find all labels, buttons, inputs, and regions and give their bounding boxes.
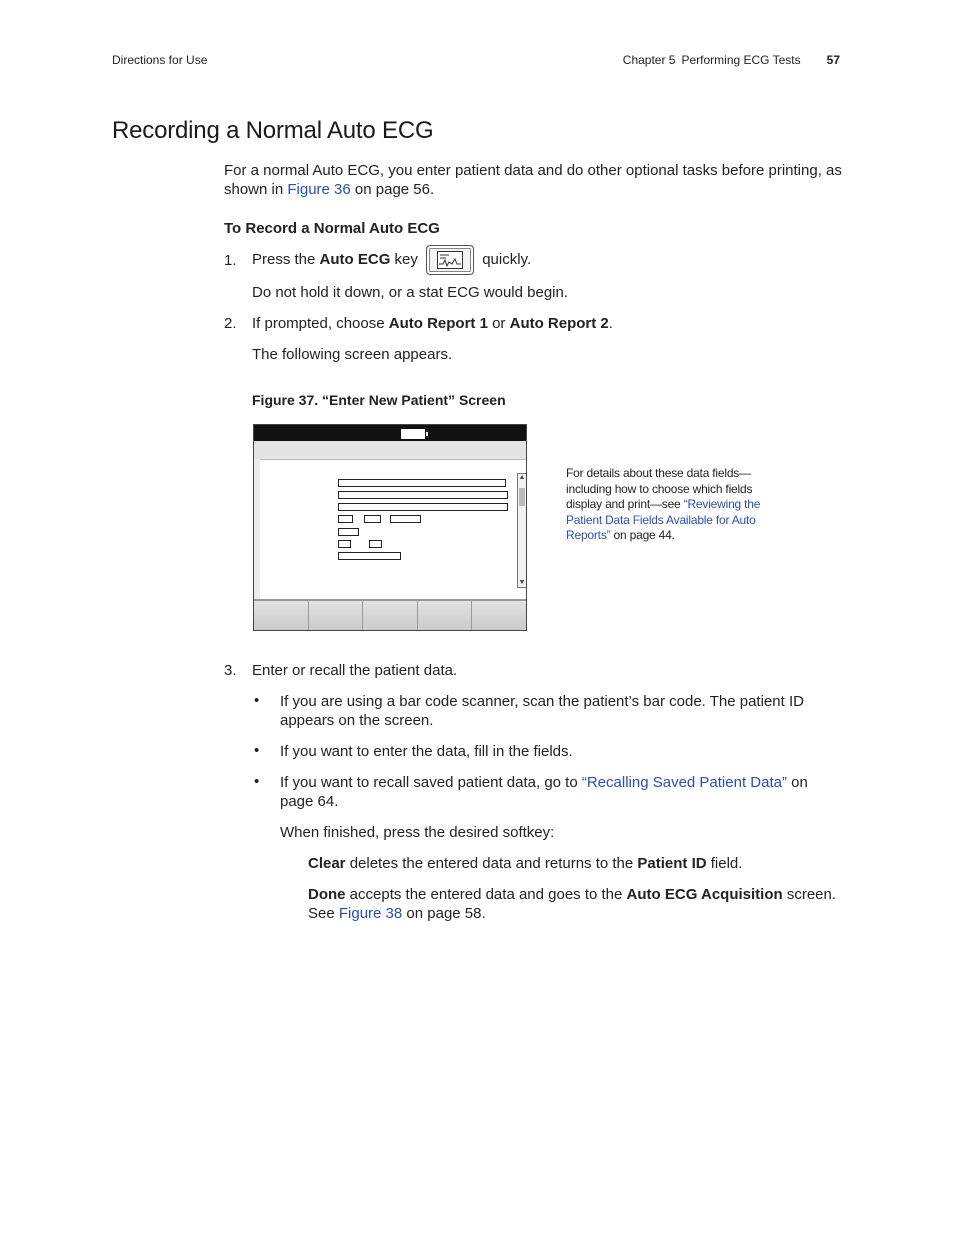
- running-header-left: Directions for Use: [112, 53, 208, 67]
- clear-description: [308, 854, 838, 873]
- done-description: [308, 885, 838, 923]
- patient-field-2[interactable]: [338, 491, 508, 499]
- softkey-5[interactable]: [472, 601, 526, 631]
- step-3: Enter or recall the patient data.: [252, 662, 458, 679]
- patient-field-3[interactable]: [338, 503, 508, 511]
- softkey-bar: [254, 599, 526, 631]
- procedure-title: To Record a Normal Auto ECG: [224, 220, 440, 237]
- patient-field-9[interactable]: [369, 540, 382, 548]
- header-chapter-title: Performing ECG Tests: [681, 53, 801, 67]
- step-2-period: .: [608, 315, 613, 332]
- patient-field-10[interactable]: [338, 552, 401, 560]
- auto-ecg-acquisition-label: Auto ECG Acquisition: [626, 886, 783, 903]
- step-2-text: If prompted, choose: [252, 315, 389, 332]
- scroll-down-icon[interactable]: ▼: [518, 579, 526, 586]
- auto-ecg-key-icon: [426, 245, 474, 275]
- step-1-number: 1.: [224, 252, 237, 269]
- auto-report-2-label: Auto Report 2: [509, 315, 609, 332]
- page-number: 57: [826, 53, 840, 67]
- step-2-note: The following screen appears.: [252, 346, 453, 363]
- auto-report-1-label: Auto Report 1: [388, 315, 488, 332]
- bullet-dot: •: [254, 692, 260, 709]
- side-note-text: For details about these data fields—including how to choose which fields display and print—see: [566, 466, 753, 511]
- figure-38-link[interactable]: Figure 38: [338, 905, 403, 922]
- bullet-recall-data: [280, 773, 840, 811]
- step-1-text: Press the: [252, 251, 320, 268]
- softkey-2[interactable]: [309, 601, 364, 631]
- intro-paragraph: [224, 161, 844, 199]
- screen-title-band: [254, 441, 526, 460]
- softkey-4[interactable]: [418, 601, 473, 631]
- done-label: Done: [308, 886, 346, 903]
- side-note-page: on page 44.: [610, 528, 675, 542]
- recalling-saved-patient-data-link[interactable]: “Recalling Saved Patient Data”: [581, 774, 787, 791]
- done-text: accepts the entered data and goes to the: [345, 886, 627, 903]
- done-text-see: screen. See: [308, 886, 837, 922]
- step-1-note: Do not hold it down, or a stat ECG would begin.: [252, 284, 569, 301]
- running-header-right: [623, 53, 840, 67]
- side-note: [566, 466, 776, 544]
- screen-status-bar: [254, 425, 526, 441]
- bullet-enter-data: If you want to enter the data, fill in the fields.: [280, 743, 573, 760]
- scroll-thumb[interactable]: [519, 488, 525, 506]
- patient-id-label: Patient ID: [637, 855, 707, 872]
- softkey-3[interactable]: [363, 601, 418, 631]
- patient-field-4[interactable]: [338, 515, 353, 523]
- patient-field-5[interactable]: [364, 515, 381, 523]
- intro-text-after: on page 56.: [350, 181, 435, 198]
- clear-text: deletes the entered data and returns to the: [345, 855, 638, 872]
- bullet-recall-page: on page 64.: [280, 774, 808, 810]
- screen-left-column: [254, 459, 260, 599]
- patient-field-1[interactable]: [338, 479, 506, 487]
- bullet-dot: •: [254, 773, 260, 790]
- step-2: [252, 314, 613, 333]
- auto-ecg-label: Auto ECG: [319, 251, 391, 268]
- step-1: [252, 242, 531, 278]
- step-1-text-end: quickly.: [478, 251, 532, 268]
- bullet-dot: •: [254, 742, 260, 759]
- step-1-text-key: key: [390, 251, 418, 268]
- done-text-page: on page 58.: [402, 905, 486, 922]
- figure-caption: Figure 37. “Enter New Patient” Screen: [252, 392, 506, 408]
- figure-36-link[interactable]: Figure 36: [287, 181, 351, 198]
- step-2-number: 2.: [224, 315, 237, 332]
- clear-label: Clear: [308, 855, 346, 872]
- patient-field-8[interactable]: [338, 540, 351, 548]
- battery-icon: [401, 429, 425, 439]
- enter-new-patient-screen: [253, 424, 527, 631]
- section-title: Recording a Normal Auto ECG: [112, 117, 434, 144]
- screen-scrollbar[interactable]: [517, 473, 527, 588]
- step-3-number: 3.: [224, 662, 237, 679]
- patient-field-7[interactable]: [338, 528, 359, 536]
- intro-text: For a normal Auto ECG, you enter patient data and do other optional tasks before printing, as shown in: [224, 162, 842, 198]
- clear-text-end: field.: [706, 855, 743, 872]
- reviewing-patient-data-link[interactable]: “Reviewing the Patient Data Fields Available for Auto Reports”: [566, 497, 761, 542]
- scroll-up-icon[interactable]: ▲: [518, 474, 526, 481]
- header-chapter: Chapter 5: [622, 53, 676, 67]
- bullet-recall-text: If you want to recall saved patient data, go to: [280, 774, 582, 791]
- step-2-or: or: [487, 315, 510, 332]
- softkey-1[interactable]: [254, 601, 309, 631]
- bullet-bar-code: If you are using a bar code scanner, scan the patient’s bar code. The patient ID appears on the screen.: [280, 693, 804, 729]
- when-finished-text: When finished, press the desired softkey:: [280, 824, 555, 841]
- patient-field-6[interactable]: [390, 515, 421, 523]
